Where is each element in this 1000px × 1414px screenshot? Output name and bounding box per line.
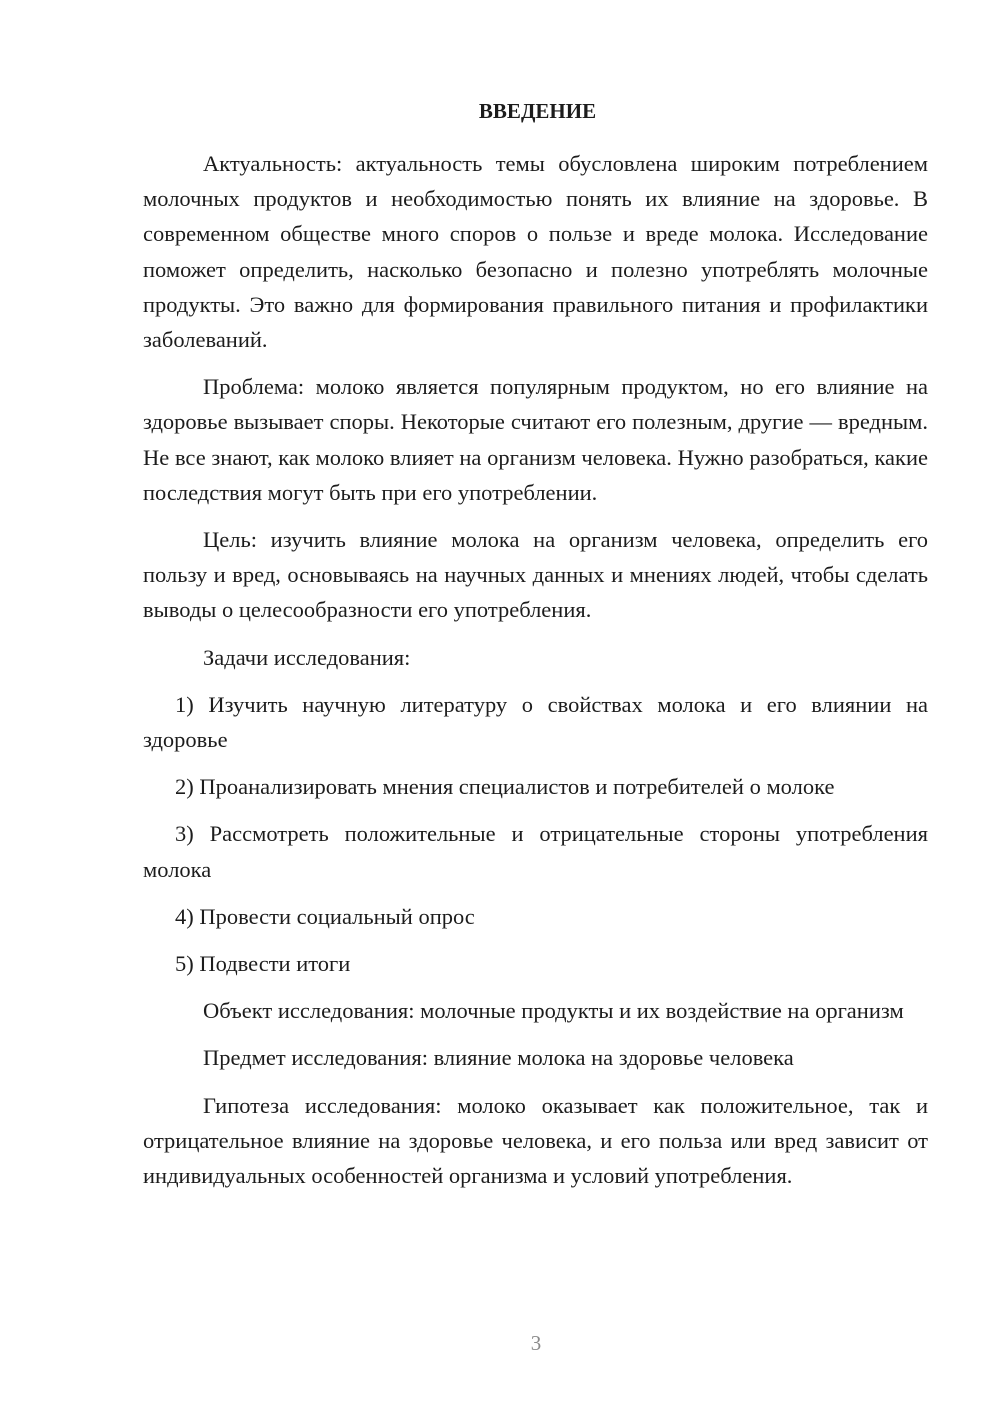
paragraph-object: Объект исследования: молочные продукты и их воздействие на организм: [203, 998, 904, 1024]
page-number: 3: [530, 1331, 542, 1355]
paragraph-subject: Предмет исследования: влияние молока на здоровье человека: [203, 1045, 794, 1071]
task-item-1: 1) Изучить научную литературу о свойствах молока и его влиянии на здоровье: [143, 691, 928, 753]
task-item-5: 5) Подвести итоги: [175, 951, 351, 977]
paragraph-hypothesis: Гипотеза исследования: молоко оказывает как положительное, так и отрицательное влияние на здоровье человека, и его польза или вред зависит от индивидуальных особенностей организма и условий употребления.: [143, 1092, 928, 1189]
paragraph-tasks-heading: Задачи исследования:: [203, 644, 411, 670]
task-item-2: 2) Проанализировать мнения специалистов и потребителей о молоке: [175, 774, 835, 800]
section-title: ВВЕДЕНИЕ: [478, 99, 597, 123]
task-item-3: 3) Рассмотреть положительные и отрицательные стороны употребления молока: [143, 821, 928, 882]
paragraph-problem: Проблема: молоко является популярным продуктом, но его влияние на здоровье вызывает споры. Некоторые считают его полезным, другие — вредным. Не все знают, как молоко влияет на организм человека. Нужно разобраться, какие последствия могут быть при его употреблении.: [143, 374, 928, 505]
paragraph-goal: Цель: изучить влияние молока на организм человека, определить его пользу и вред, основываясь на научных данных и мнениях людей, чтобы сделать выводы о целесообразности его употребления.: [143, 527, 928, 623]
document-page: [143, 96, 928, 1205]
task-item-4: 4) Провести социальный опрос: [175, 903, 475, 929]
paragraph-relevance: Актуальность: актуальность темы обусловлена широким потреблением молочных продуктов и необходимостью понять их влияние на здоровье. В современном обществе много споров о пользе и вреде молока. Исследование поможет определить, насколько безопасно и полезно употреблять молочные продукты. Это важно для формирования правильного питания и профилактики заболеваний.: [143, 151, 928, 353]
